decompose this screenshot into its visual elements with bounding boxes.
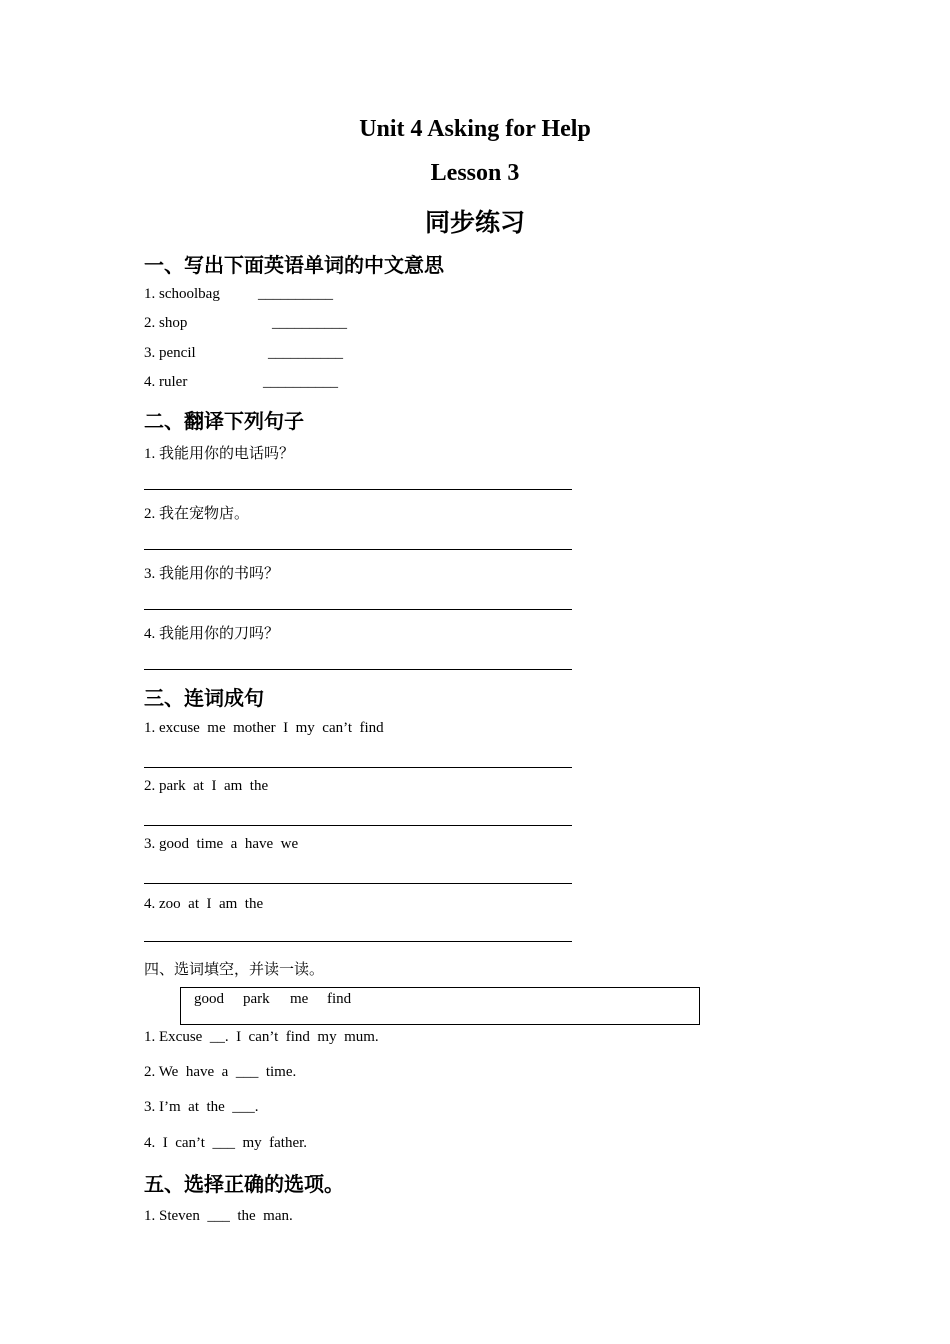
lesson-title: Lesson 3: [430, 160, 520, 186]
section2-item-4: 4. 我能用你的刀吗？: [144, 626, 280, 642]
word-bank-word: find: [327, 991, 352, 1007]
section4-item-1: 1. Excuse __. I can’t find my mum.: [144, 1029, 379, 1045]
answer-line: [144, 489, 572, 490]
section1-blank-3: __________: [268, 345, 343, 361]
section4-item-3: 3. I’m at the ___.: [144, 1099, 259, 1115]
section5-heading: 五、选择正确的选项。: [144, 1172, 344, 1196]
word-bank-word: good: [194, 991, 224, 1007]
answer-line: [144, 941, 572, 942]
section3-item-4: 4. zoo at I am the: [144, 896, 264, 912]
section1-item-4: 4. ruler: [144, 374, 188, 390]
answer-line: [144, 549, 572, 550]
section3-item-3: 3. good time a have we: [144, 836, 299, 852]
section1-item-3: 3. pencil: [144, 345, 196, 361]
answer-line: [144, 669, 572, 670]
section4-item-4: 4. I can’t ___ my father.: [144, 1135, 308, 1151]
section5-item-1: 1. Steven ___ the man.: [144, 1208, 293, 1224]
answer-line: [144, 883, 572, 884]
answer-line: [144, 767, 572, 768]
section3-item-1: 1. excuse me mother I my can’t find: [144, 720, 384, 736]
section1-heading: 一、写出下面英语单词的中文意思: [144, 253, 444, 277]
section3-item-2: 2. park at I am the: [144, 778, 269, 794]
word-bank-word: me: [290, 991, 309, 1007]
answer-line: [144, 825, 572, 826]
section1-blank-1: __________: [258, 286, 333, 302]
section2-item-2: 2. 我在宠物店。: [144, 506, 250, 522]
word-bank-word: park: [243, 991, 270, 1007]
section4-item-2: 2. We have a ___ time.: [144, 1064, 297, 1080]
section4-heading: 四、选词填空，并读一读。: [144, 960, 325, 978]
section2-heading: 二、翻译下列句子: [144, 409, 304, 433]
section3-heading: 三、连词成句: [144, 686, 264, 710]
section2-item-1: 1. 我能用你的电话吗？: [144, 446, 295, 462]
section1-blank-4: __________: [263, 374, 338, 390]
section1-blank-2: __________: [272, 315, 347, 331]
word-bank-box: [180, 987, 700, 1025]
section2-item-3: 3. 我能用你的书吗？: [144, 566, 280, 582]
page-title: Unit 4 Asking for Help: [359, 116, 591, 142]
section1-item-1: 1. schoolbag: [144, 286, 220, 302]
section1-item-2: 2. shop: [144, 315, 188, 331]
practice-title: 同步练习: [424, 208, 525, 237]
answer-line: [144, 609, 572, 610]
